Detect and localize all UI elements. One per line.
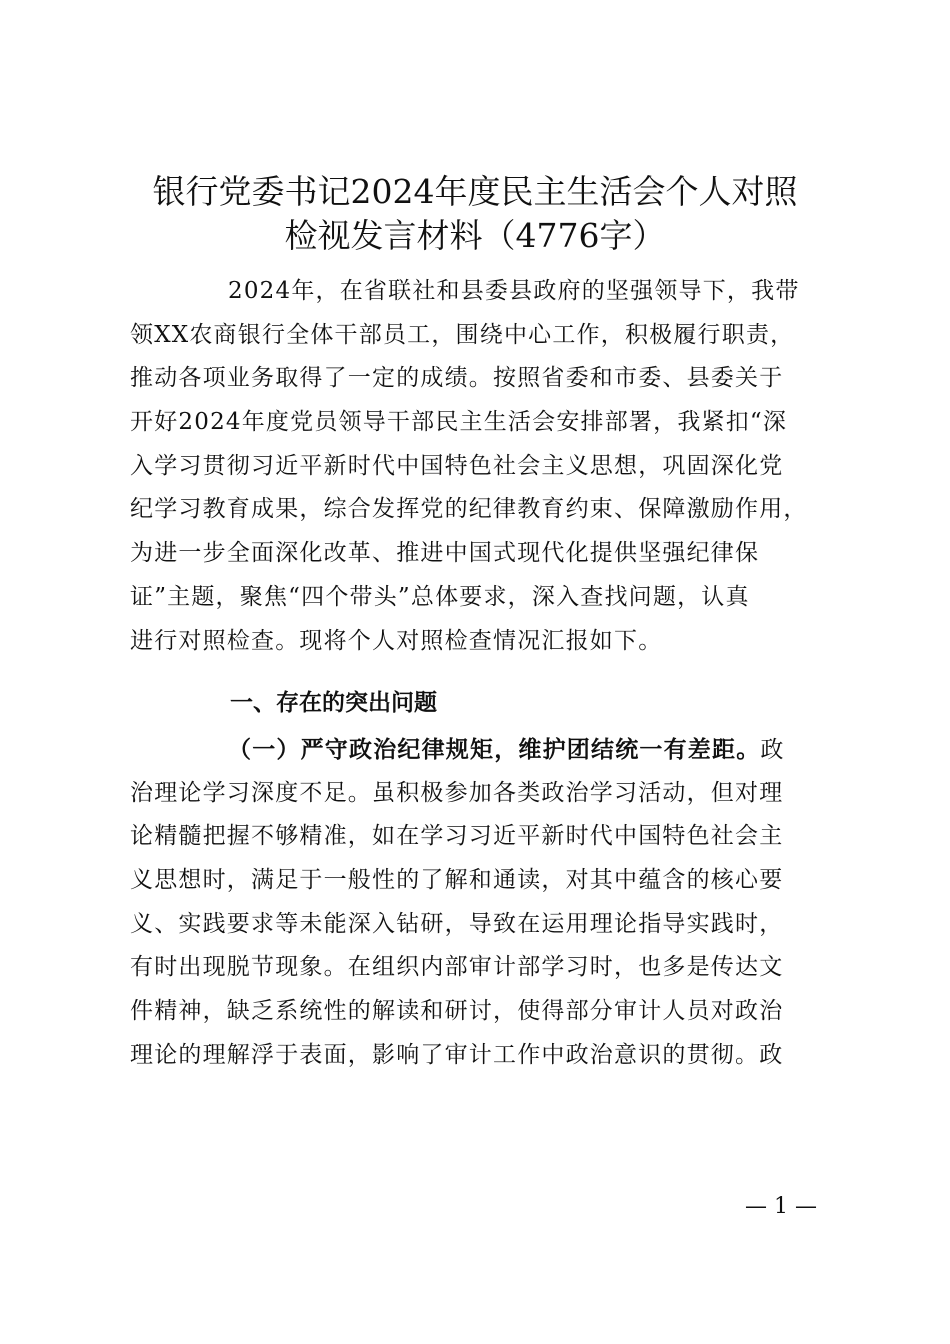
intro-line: 推动各项业务取得了一定的成绩。按照省委和市委、县委关于 — [130, 365, 784, 392]
subsection-heading-tail: 政 — [760, 737, 785, 763]
subsection-line: 义思想时，满足于一般性的了解和通读，对其中蕴含的核心要 — [130, 867, 784, 894]
subsection-first-line — [130, 728, 830, 772]
subsection-line: 治理论学习深度不足。虽积极参加各类政治学习活动，但对理 — [130, 779, 784, 806]
document-title-line-1: 银行党委书记2024年度民主生活会个人对照 — [152, 172, 798, 211]
intro-line: 领XX农商银行全体干部员工，围绕中心工作，积极履行职责， — [130, 321, 795, 348]
subsection-line: 义、实践要求等未能深入钻研，导致在运用理论指导实践时， — [130, 910, 784, 937]
intro-line: 开好2024年度党员领导干部民主生活会安排部署，我紧扣“深 — [130, 409, 788, 436]
intro-line: 纪学习教育成果，综合发挥党的纪律教育约束、保障激励作用， — [130, 496, 808, 523]
intro-line: 2024年，在省联社和县委县政府的坚强领导下，我带 — [228, 278, 800, 304]
subsection-line: 件精神，缺乏系统性的解读和研讨，使得部分审计人员对政治 — [130, 998, 784, 1025]
document-title-line-2: 检视发言材料（4776字） — [284, 216, 666, 255]
subsection-paragraph — [130, 728, 830, 1078]
page-number: — 1 — — [745, 1194, 817, 1219]
intro-paragraph — [130, 270, 830, 663]
subsection-line: 有时出现脱节现象。在组织内部审计部学习时，也多是传达文 — [130, 954, 784, 981]
intro-line: 进行对照检查。现将个人对照检查情况汇报如下。 — [130, 627, 663, 654]
subsection-line: 论精髓把握不够精准，如在学习习近平新时代中国特色社会主 — [130, 823, 784, 850]
intro-line: 证”主题，聚焦“四个带头”总体要求，深入查找问题，认真 — [130, 583, 750, 610]
intro-line: 为进一步全面深化改革、推进中国式现代化提供坚强纪律保 — [130, 540, 760, 567]
intro-line: 入学习贯彻习近平新时代中国特色社会主义思想，巩固深化党 — [130, 452, 784, 479]
subsection-line: 理论的理解浮于表面，影响了审计工作中政治意识的贯彻。政 — [130, 1041, 784, 1068]
subsection-heading: （一）严守政治纪律规矩，维护团结统一有差距。 — [228, 736, 761, 763]
section-heading-problems: 一、存在的突出问题 — [230, 690, 437, 716]
